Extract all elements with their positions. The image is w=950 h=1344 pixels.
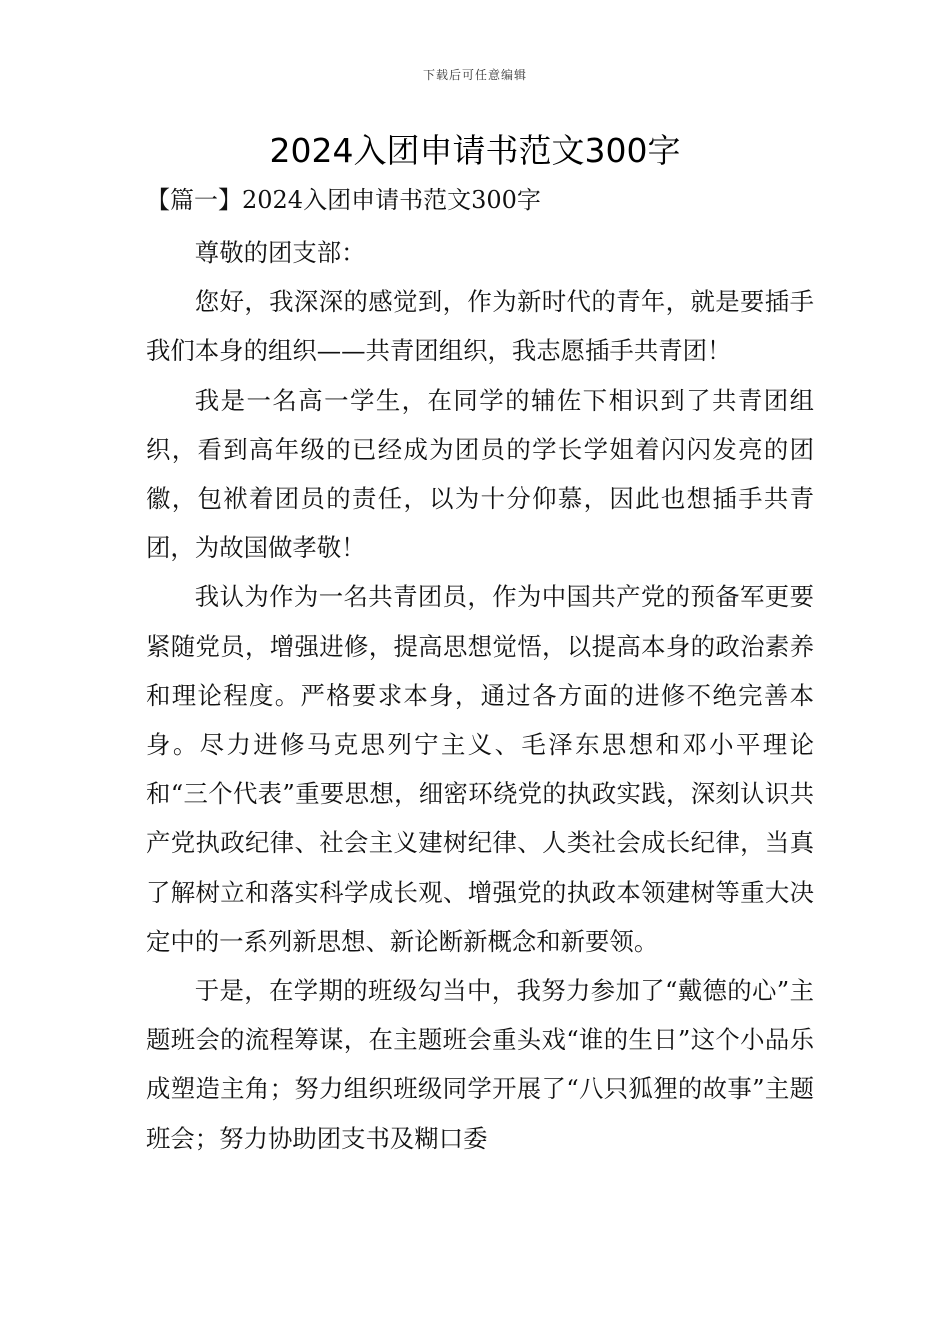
document-title: 2024入团申请书范文300字 [269, 131, 681, 170]
body-paragraph: 于是，在学期的班级勾当中，我努力参加了“戴德的心”主题班会的流程筹谋，在主题班会重头戏“谁的生日”这个小品乐成塑造主角；努力组织班级同学开展了“八只狐狸的故事”主题班会；努力协助团支书及糊口委 [146, 976, 814, 1153]
salutation-paragraph: 尊敬的团支部： [194, 238, 366, 267]
body-paragraph: 我认为作为一名共青团员，作为中国共产党的预备军更要紧随党员，增强进修，提高思想觉悟，以提高本身的政治素养和理论程度。严格要求本身，通过各方面的进修不绝完善本身。尽力进修马克思列宁主义、毛泽东思想和邓小平理论和“三个代表”重要思想，细密环绕党的执政实践，深刻认识共产党执政纪律、社会主义建树纪律、人类社会成长纪律，当真了解树立和落实科学成长观、增强党的执政本领建树等重大决定中的一系列新思想、新论断新概念和新要领。 [146, 582, 814, 956]
body-paragraph: 我是一名高一学生，在同学的辅佐下相识到了共青团组织，看到高年级的已经成为团员的学长学姐着闪闪发亮的团徽，包袱着团员的责任，以为十分仰慕，因此也想插手共青团，为故国做孝敬！ [146, 385, 814, 563]
section-heading: 【篇一】2024入团申请书范文300字 [146, 186, 541, 214]
body-paragraph: 您好，我深深的感觉到，作为新时代的青年，就是要插手我们本身的组织——共青团组织，我志愿插手共青团！ [146, 287, 814, 366]
document-body [146, 228, 814, 1163]
header-note: 下载后可任意编辑 [422, 68, 527, 82]
